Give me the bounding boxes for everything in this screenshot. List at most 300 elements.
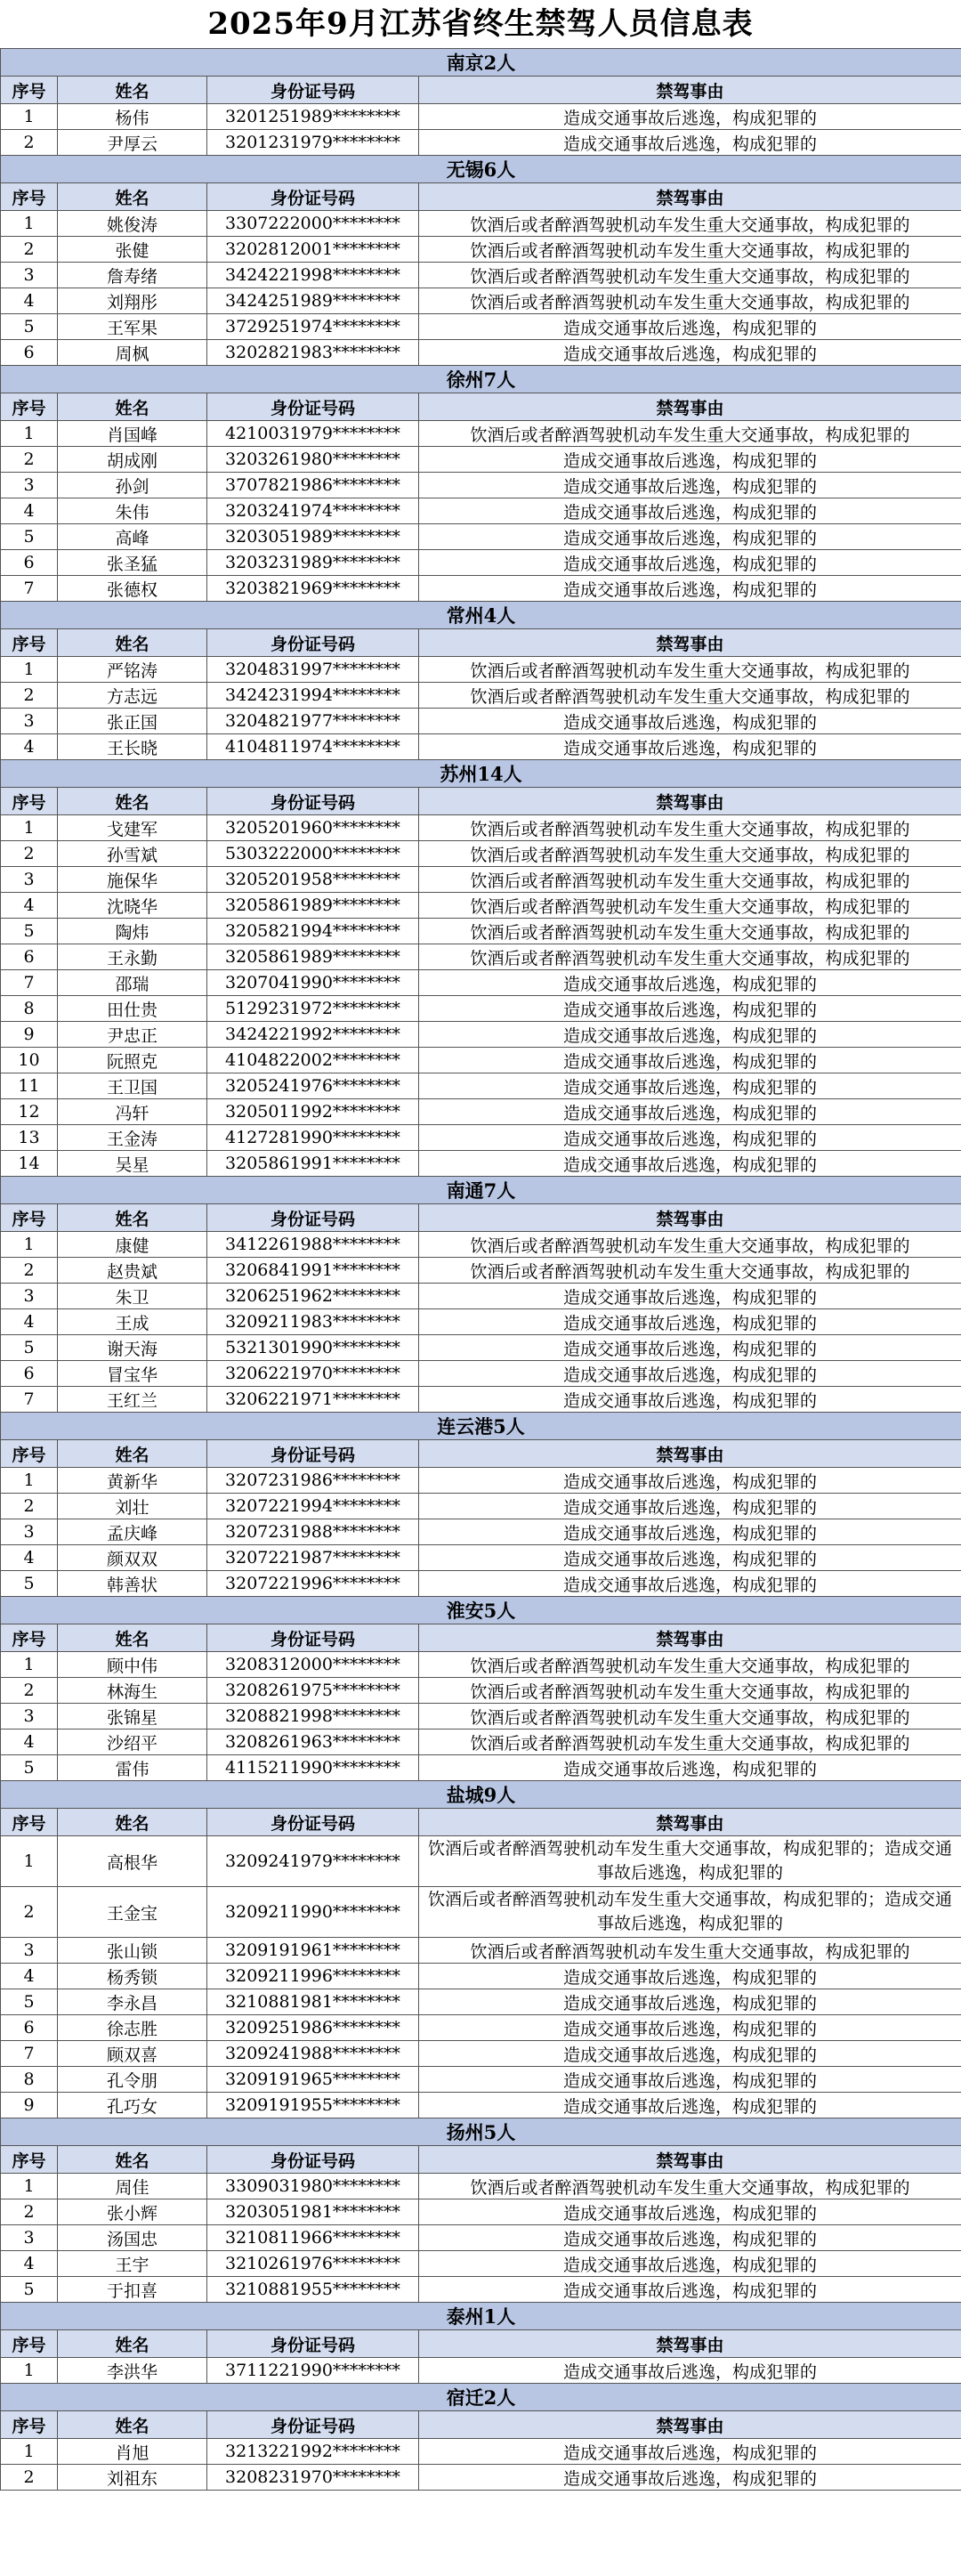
table-row [1,996,961,1022]
table-row [1,524,961,550]
cell-reason: 造成交通事故后逃逸，构成犯罪的 [419,1099,961,1125]
cell-id: 3210811966******** [207,2225,419,2251]
cell-name: 杨伟 [58,104,207,130]
cell-name: 姚俊涛 [58,211,207,237]
column-header-name: 姓名 [58,2411,207,2439]
column-header-name: 姓名 [58,77,207,104]
cell-name: 阮照克 [58,1048,207,1073]
column-header-name: 姓名 [58,1809,207,1836]
table-row [1,2439,961,2465]
cell-reason: 造成交通事故后逃逸，构成犯罪的 [419,2277,961,2303]
column-header-reason: 禁驾事由 [419,2411,961,2439]
cell-name: 王金涛 [58,1125,207,1151]
cell-reason: 饮酒后或者醉酒驾驶机动车发生重大交通事故，构成犯罪的 [419,893,961,919]
cell-no: 5 [1,1989,58,2015]
cell-id: 3707821986******** [207,473,419,498]
cell-id: 3205201958******** [207,867,419,893]
cell-reason: 造成交通事故后逃逸，构成犯罪的 [419,473,961,498]
table-row [1,1729,961,1755]
cell-name: 王宇 [58,2251,207,2277]
column-header-no: 序号 [1,183,58,211]
cell-reason: 造成交通事故后逃逸，构成犯罪的 [419,550,961,576]
cell-reason: 造成交通事故后逃逸，构成犯罪的 [419,1151,961,1177]
cell-no: 1 [1,2358,58,2384]
cell-name: 张正国 [58,709,207,734]
cell-name: 吴星 [58,1151,207,1177]
cell-no: 4 [1,288,58,314]
cell-id: 3205861989******** [207,893,419,919]
cell-reason: 饮酒后或者醉酒驾驶机动车发生重大交通事故，构成犯罪的 [419,1652,961,1678]
table-row [1,2174,961,2199]
cell-reason: 造成交通事故后逃逸，构成犯罪的 [419,524,961,550]
column-header-row [1,629,961,657]
cell-name: 施保华 [58,867,207,893]
cell-no: 2 [1,237,58,263]
column-header-row [1,183,961,211]
column-header-name: 姓名 [58,393,207,421]
table-row [1,2358,961,2384]
city-section-header [1,1781,961,1809]
cell-reason: 造成交通事故后逃逸，构成犯罪的 [419,576,961,602]
cell-name: 张山锁 [58,1938,207,1964]
cell-id: 3207221994******** [207,1494,419,1519]
cell-name: 王永勤 [58,944,207,970]
table-row [1,709,961,734]
cell-no: 5 [1,314,58,340]
cell-id: 4210031979******** [207,421,419,447]
cell-no: 2 [1,1887,58,1938]
cell-no: 5 [1,524,58,550]
table-row [1,1284,961,1309]
city-section-title: 苏州14人 [1,760,961,788]
cell-id: 3205201960******** [207,815,419,841]
cell-id: 3203241974******** [207,498,419,524]
cell-reason: 饮酒后或者醉酒驾驶机动车发生重大交通事故，构成犯罪的；造成交通事故后逃逸，构成犯罪的 [419,1887,961,1938]
column-header-row [1,2146,961,2174]
column-header-no: 序号 [1,1204,58,1232]
table-row [1,2067,961,2093]
cell-id: 3203261980******** [207,447,419,473]
column-header-row [1,2330,961,2358]
table-row [1,1387,961,1413]
cell-reason: 造成交通事故后逃逸，构成犯罪的 [419,996,961,1022]
cell-reason: 造成交通事故后逃逸，构成犯罪的 [419,1022,961,1048]
cell-reason: 造成交通事故后逃逸，构成犯罪的 [419,734,961,760]
page-title: 2025年9月江苏省终生禁驾人员信息表 [207,6,754,42]
table-row [1,2277,961,2303]
cell-name: 赵贵斌 [58,1258,207,1284]
cell-name: 沈晓华 [58,893,207,919]
cell-reason: 饮酒后或者醉酒驾驶机动车发生重大交通事故，构成犯罪的 [419,683,961,709]
city-section-header [1,366,961,393]
column-header-name: 姓名 [58,2146,207,2174]
cell-no: 8 [1,2067,58,2093]
cell-id: 3209191965******** [207,2067,419,2093]
cell-reason: 造成交通事故后逃逸，构成犯罪的 [419,1519,961,1545]
cell-id: 4104822002******** [207,1048,419,1073]
ban-list-table [0,48,961,2491]
cell-no: 9 [1,2093,58,2118]
city-section-header [1,1597,961,1624]
cell-name: 王长晓 [58,734,207,760]
cell-id: 3209191961******** [207,1938,419,1964]
cell-no: 9 [1,1022,58,1048]
cell-no: 5 [1,2277,58,2303]
cell-no: 4 [1,893,58,919]
table-row [1,1836,961,1887]
cell-reason: 造成交通事故后逃逸，构成犯罪的 [419,104,961,130]
cell-name: 于扣喜 [58,2277,207,2303]
cell-reason: 饮酒后或者醉酒驾驶机动车发生重大交通事故，构成犯罪的 [419,919,961,944]
cell-name: 韩善状 [58,1571,207,1597]
table-row [1,1678,961,1704]
column-header-no: 序号 [1,1624,58,1652]
cell-no: 5 [1,1755,58,1781]
table-row [1,498,961,524]
column-header-id: 身份证号码 [207,2330,419,2358]
cell-name: 张锦星 [58,1704,207,1729]
column-header-id: 身份证号码 [207,1204,419,1232]
cell-reason: 饮酒后或者醉酒驾驶机动车发生重大交通事故，构成犯罪的 [419,867,961,893]
cell-id: 3209241979******** [207,1836,419,1887]
cell-reason: 造成交通事故后逃逸，构成犯罪的 [419,1545,961,1571]
cell-no: 2 [1,2199,58,2225]
table-row [1,1704,961,1729]
cell-id: 3213221992******** [207,2439,419,2465]
cell-no: 4 [1,734,58,760]
table-row [1,1309,961,1335]
cell-name: 顾双喜 [58,2041,207,2067]
cell-no: 1 [1,2439,58,2465]
column-header-no: 序号 [1,1809,58,1836]
cell-no: 5 [1,919,58,944]
cell-name: 谢天海 [58,1335,207,1361]
table-row [1,473,961,498]
cell-name: 刘翔彤 [58,288,207,314]
column-header-no: 序号 [1,2411,58,2439]
cell-reason: 饮酒后或者醉酒驾驶机动车发生重大交通事故，构成犯罪的 [419,841,961,867]
column-header-no: 序号 [1,393,58,421]
cell-id: 3209191955******** [207,2093,419,2118]
table-row [1,1073,961,1099]
cell-id: 3209251986******** [207,2015,419,2041]
cell-no: 3 [1,1284,58,1309]
cell-no: 5 [1,1571,58,1597]
city-section-title: 扬州5人 [1,2118,961,2146]
cell-no: 3 [1,1704,58,1729]
column-header-name: 姓名 [58,1624,207,1652]
table-row [1,734,961,760]
cell-reason: 造成交通事故后逃逸，构成犯罪的 [419,2093,961,2118]
column-header-row [1,1204,961,1232]
cell-id: 3209241988******** [207,2041,419,2067]
city-section-title: 南通7人 [1,1177,961,1204]
cell-name: 王红兰 [58,1387,207,1413]
table-row [1,970,961,996]
cell-id: 3208261975******** [207,1678,419,1704]
cell-no: 2 [1,841,58,867]
table-row [1,1545,961,1571]
cell-name: 林海生 [58,1678,207,1704]
city-section-header [1,49,961,77]
table-row [1,1022,961,1048]
column-header-id: 身份证号码 [207,1624,419,1652]
cell-id: 5321301990******** [207,1335,419,1361]
column-header-row [1,77,961,104]
cell-no: 2 [1,683,58,709]
column-header-no: 序号 [1,77,58,104]
cell-id: 3208821998******** [207,1704,419,1729]
cell-reason: 饮酒后或者醉酒驾驶机动车发生重大交通事故，构成犯罪的 [419,1258,961,1284]
city-section-header [1,1177,961,1204]
cell-id: 3203051989******** [207,524,419,550]
city-section-title: 宿迁2人 [1,2384,961,2411]
column-header-reason: 禁驾事由 [419,1809,961,1836]
cell-name: 尹忠正 [58,1022,207,1048]
column-header-name: 姓名 [58,1204,207,1232]
cell-no: 1 [1,1836,58,1887]
cell-name: 朱卫 [58,1284,207,1309]
cell-no: 13 [1,1125,58,1151]
cell-reason: 造成交通事故后逃逸，构成犯罪的 [419,2041,961,2067]
cell-no: 14 [1,1151,58,1177]
cell-id: 3205011992******** [207,1099,419,1125]
city-section-title: 徐州7人 [1,366,961,393]
cell-id: 3412261988******** [207,1232,419,1258]
cell-no: 4 [1,1729,58,1755]
cell-reason: 饮酒后或者醉酒驾驶机动车发生重大交通事故，构成犯罪的 [419,263,961,288]
cell-reason: 造成交通事故后逃逸，构成犯罪的 [419,1571,961,1597]
cell-no: 7 [1,576,58,602]
cell-reason: 饮酒后或者醉酒驾驶机动车发生重大交通事故，构成犯罪的 [419,421,961,447]
city-section-title: 连云港5人 [1,1413,961,1440]
table-row [1,919,961,944]
cell-reason: 造成交通事故后逃逸，构成犯罪的 [419,2199,961,2225]
cell-reason: 饮酒后或者醉酒驾驶机动车发生重大交通事故，构成犯罪的；造成交通事故后逃逸，构成犯罪的 [419,1836,961,1887]
column-header-no: 序号 [1,1440,58,1468]
cell-id: 3207041990******** [207,970,419,996]
cell-reason: 造成交通事故后逃逸，构成犯罪的 [419,447,961,473]
cell-id: 3209211983******** [207,1309,419,1335]
column-header-reason: 禁驾事由 [419,1204,961,1232]
column-header-id: 身份证号码 [207,77,419,104]
cell-no: 7 [1,2041,58,2067]
cell-id: 3206841991******** [207,1258,419,1284]
table-row [1,340,961,366]
column-header-no: 序号 [1,2146,58,2174]
city-section-title: 无锡6人 [1,156,961,183]
table-row [1,1887,961,1938]
cell-name: 刘壮 [58,1494,207,1519]
table-row [1,2251,961,2277]
column-header-row [1,1809,961,1836]
cell-reason: 造成交通事故后逃逸，构成犯罪的 [419,1755,961,1781]
cell-reason: 造成交通事故后逃逸，构成犯罪的 [419,1494,961,1519]
cell-no: 4 [1,1964,58,1989]
cell-id: 3205821994******** [207,919,419,944]
city-section-header [1,2303,961,2330]
table-row [1,130,961,156]
cell-no: 6 [1,340,58,366]
cell-no: 1 [1,1232,58,1258]
cell-id: 3207221996******** [207,1571,419,1597]
cell-no: 1 [1,211,58,237]
cell-reason: 饮酒后或者醉酒驾驶机动车发生重大交通事故，构成犯罪的 [419,237,961,263]
cell-reason: 造成交通事故后逃逸，构成犯罪的 [419,2225,961,2251]
cell-reason: 造成交通事故后逃逸，构成犯罪的 [419,314,961,340]
column-header-no: 序号 [1,788,58,815]
table-row [1,447,961,473]
column-header-id: 身份证号码 [207,2146,419,2174]
cell-id: 3203821969******** [207,576,419,602]
cell-id: 3309031980******** [207,2174,419,2199]
cell-id: 3206221971******** [207,1387,419,1413]
cell-id: 3202812001******** [207,237,419,263]
cell-name: 李永昌 [58,1989,207,2015]
cell-id: 3424221998******** [207,263,419,288]
cell-name: 方志远 [58,683,207,709]
cell-name: 孔巧女 [58,2093,207,2118]
cell-name: 孔令朋 [58,2067,207,2093]
table-row [1,1938,961,1964]
cell-name: 李洪华 [58,2358,207,2384]
cell-no: 2 [1,1258,58,1284]
column-header-row [1,1624,961,1652]
cell-name: 张小辉 [58,2199,207,2225]
table-row [1,211,961,237]
cell-name: 刘祖东 [58,2465,207,2491]
table-row [1,104,961,130]
cell-id: 3204821977******** [207,709,419,734]
table-row [1,944,961,970]
cell-no: 1 [1,104,58,130]
cell-name: 尹厚云 [58,130,207,156]
cell-no: 6 [1,944,58,970]
cell-reason: 造成交通事故后逃逸，构成犯罪的 [419,2015,961,2041]
cell-name: 王卫国 [58,1073,207,1099]
cell-name: 张圣猛 [58,550,207,576]
table-row [1,683,961,709]
cell-no: 1 [1,1468,58,1494]
cell-id: 3208231970******** [207,2465,419,2491]
table-row [1,2225,961,2251]
city-section-title: 淮安5人 [1,1597,961,1624]
cell-reason: 造成交通事故后逃逸，构成犯罪的 [419,2251,961,2277]
table-row [1,1151,961,1177]
cell-no: 3 [1,1519,58,1545]
column-header-no: 序号 [1,629,58,657]
cell-name: 戈建军 [58,815,207,841]
cell-no: 1 [1,657,58,683]
cell-no: 3 [1,709,58,734]
city-section-header [1,156,961,183]
cell-reason: 造成交通事故后逃逸，构成犯罪的 [419,2358,961,2384]
cell-name: 严铭涛 [58,657,207,683]
cell-id: 4115211990******** [207,1755,419,1781]
cell-reason: 造成交通事故后逃逸，构成犯罪的 [419,1048,961,1073]
column-header-name: 姓名 [58,183,207,211]
cell-id: 3307222000******** [207,211,419,237]
cell-reason: 造成交通事故后逃逸，构成犯罪的 [419,1387,961,1413]
cell-id: 3729251974******** [207,314,419,340]
cell-name: 冯轩 [58,1099,207,1125]
column-header-reason: 禁驾事由 [419,77,961,104]
cell-reason: 造成交通事故后逃逸，构成犯罪的 [419,1073,961,1099]
cell-name: 王成 [58,1309,207,1335]
cell-reason: 造成交通事故后逃逸，构成犯罪的 [419,970,961,996]
cell-no: 2 [1,1494,58,1519]
cell-id: 3207231986******** [207,1468,419,1494]
cell-no: 2 [1,1678,58,1704]
cell-no: 4 [1,1309,58,1335]
table-row [1,2041,961,2067]
table-row [1,1232,961,1258]
cell-reason: 饮酒后或者醉酒驾驶机动车发生重大交通事故，构成犯罪的 [419,1704,961,1729]
table-row [1,1048,961,1073]
cell-name: 邵瑞 [58,970,207,996]
cell-reason: 饮酒后或者醉酒驾驶机动车发生重大交通事故，构成犯罪的 [419,815,961,841]
cell-reason: 造成交通事故后逃逸，构成犯罪的 [419,340,961,366]
cell-name: 胡成刚 [58,447,207,473]
cell-reason: 造成交通事故后逃逸，构成犯罪的 [419,2465,961,2491]
cell-name: 高峰 [58,524,207,550]
cell-name: 冒宝华 [58,1361,207,1387]
cell-no: 1 [1,815,58,841]
cell-name: 高根华 [58,1836,207,1887]
city-section-header [1,2384,961,2411]
cell-no: 1 [1,1652,58,1678]
column-header-reason: 禁驾事由 [419,1440,961,1468]
cell-name: 颜双双 [58,1545,207,1571]
column-header-id: 身份证号码 [207,1440,419,1468]
cell-name: 顾中伟 [58,1652,207,1678]
city-section-header [1,2118,961,2146]
city-section-title: 泰州1人 [1,2303,961,2330]
column-header-reason: 禁驾事由 [419,393,961,421]
cell-reason: 饮酒后或者醉酒驾驶机动车发生重大交通事故，构成犯罪的 [419,1938,961,1964]
cell-name: 徐志胜 [58,2015,207,2041]
cell-no: 7 [1,970,58,996]
column-header-id: 身份证号码 [207,629,419,657]
cell-id: 3209211996******** [207,1964,419,1989]
table-row [1,815,961,841]
table-row [1,263,961,288]
column-header-name: 姓名 [58,788,207,815]
table-row [1,1494,961,1519]
column-header-name: 姓名 [58,2330,207,2358]
cell-no: 1 [1,421,58,447]
cell-name: 孟庆峰 [58,1519,207,1545]
table-row [1,2015,961,2041]
cell-reason: 造成交通事故后逃逸，构成犯罪的 [419,709,961,734]
column-header-id: 身份证号码 [207,2411,419,2439]
column-header-row [1,788,961,815]
column-header-id: 身份证号码 [207,788,419,815]
column-header-row [1,1440,961,1468]
cell-name: 詹寿绪 [58,263,207,288]
cell-name: 张健 [58,237,207,263]
cell-no: 4 [1,1545,58,1571]
cell-no: 3 [1,1938,58,1964]
cell-reason: 造成交通事故后逃逸，构成犯罪的 [419,1284,961,1309]
table-row [1,288,961,314]
cell-id: 5303222000******** [207,841,419,867]
table-row [1,550,961,576]
column-header-id: 身份证号码 [207,183,419,211]
cell-id: 3204831997******** [207,657,419,683]
cell-no: 10 [1,1048,58,1073]
cell-id: 5129231972******** [207,996,419,1022]
